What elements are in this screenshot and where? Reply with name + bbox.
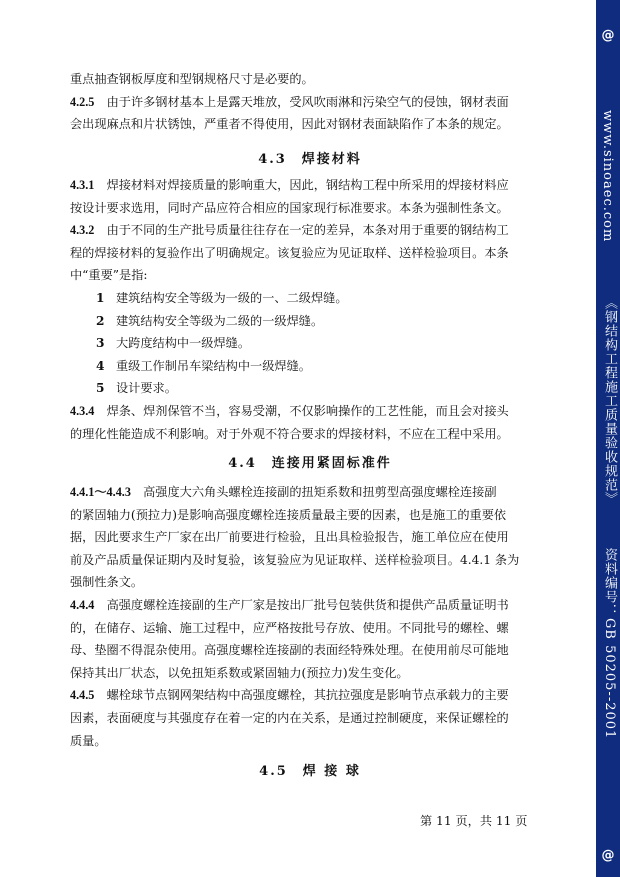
heading-4-5: 4.5 焊 接 球: [259, 764, 361, 779]
list-item: [70, 287, 509, 310]
list-item: [70, 377, 509, 400]
list-text: 重级工作制吊车梁结构中一级焊缝。: [116, 358, 311, 373]
list-item: [70, 355, 509, 378]
paragraph-line: 由于不同的生产批号质量往往存在一定的差异，本条对用于重要的钢结构工: [106, 223, 509, 238]
paragraph-line: 高强度大六角头螺栓连接副的扭矩系数和扭剪型高强度螺栓连接副: [143, 485, 497, 499]
list-number: 1: [96, 290, 105, 305]
paragraph-line: 强制性条文。: [70, 575, 144, 590]
sidebar-url: www.sinoaec.com: [600, 110, 615, 243]
section-4-3-2: [70, 219, 509, 242]
paragraph-line: 的理化性能造成不利影响。对于外观不符合要求的焊接材料，不应在工程中采用。: [70, 426, 509, 441]
paragraph-line: 高强度螺栓连接副的生产厂家是按出厂批号包装供货和提供产品质量证明书: [106, 597, 509, 612]
list-text: 大跨度结构中一级焊缝。: [116, 336, 251, 351]
section-4-4-1: [70, 481, 519, 504]
paragraph-line: 的，在储存、运输、施工过程中，应严格按批号存放、使用。不同批号的螺栓、螺: [70, 620, 509, 635]
heading-4-3: 4.3 焊接材料: [258, 152, 362, 167]
list-number: 5: [96, 381, 105, 396]
section-number: 4.3.1: [70, 178, 95, 192]
paragraph-line: 质量。: [70, 733, 107, 748]
section-number: 4.4.1～4.4.3: [70, 485, 131, 499]
document-sidebar: [596, 0, 620, 877]
at-icon-top: @: [601, 28, 615, 43]
paragraph-line: 的紧固轴力(预拉力)是影响高强度螺栓连接质量最主要的因素，也是施工的重要依: [70, 507, 507, 522]
paragraph-line: 焊接材料对焊接质量的影响重大，因此，钢结构工程中所采用的焊接材料应: [106, 178, 509, 192]
list-item: [70, 310, 509, 333]
list-text: 设计要求。: [116, 381, 177, 396]
sidebar-code: 资料编号：GB 50205--2001: [602, 548, 617, 740]
section-number: 4.3.4: [70, 403, 95, 418]
paragraph-line: 保持其出厂状态，以免扭矩系数或紧固轴力(预拉力)发生变化。: [70, 665, 409, 680]
section-4-3-4: [70, 400, 509, 423]
section-4-4-4: [70, 594, 519, 617]
page-footer: 第 11 页，共 11 页: [420, 814, 528, 828]
sidebar-title: 《钢结构工程施工质量验收规范》: [602, 296, 617, 506]
list-text: 建筑结构安全等级为一级的一、二级焊缝。: [116, 290, 348, 305]
paragraph-line: 按设计要求选用，同时产品应符合相应的国家现行标准要求。本条为强制性条文。: [70, 200, 509, 215]
list-item: [70, 332, 509, 355]
paragraph-line: 前及产品质量保证期内及时复验，该复验应为见证取样、送样检验项目。4.4.1 条为: [70, 552, 520, 567]
paragraph-line: 焊条、焊剂保管不当，容易受潮，不仅影响操作的工艺性能，而且会对接头: [106, 403, 509, 418]
list-number: 4: [96, 358, 105, 373]
section-4-4-5: [70, 684, 519, 707]
heading-4-4: 4.4 连接用紧固标准件: [228, 456, 392, 471]
paragraph-line: 中“重要”是指:: [70, 268, 148, 283]
section-4-3-1: [70, 174, 509, 197]
section-number: 4.4.5: [70, 688, 95, 703]
paragraph-line: 程的焊接材料的复验作出了明确规定。该复验应为见证取样、送样检验项目。本条: [70, 245, 509, 260]
list-number: 2: [96, 313, 105, 328]
section-4-2-5: [70, 91, 509, 114]
paragraph-line: 重点抽查钢板厚度和型钢规格尺寸是必要的。: [70, 72, 314, 86]
section-number: 4.4.4: [70, 597, 95, 612]
section-number: 4.2.5: [70, 94, 95, 109]
list-number: 3: [96, 336, 105, 351]
paragraph-line: 因素，表面硬度与其强度存在着一定的内在关系，是通过控制硬度，来保证螺栓的: [70, 710, 509, 725]
paragraph-line: 螺栓球节点钢网架结构中高强度螺栓，其抗拉强度是影响节点承载力的主要: [106, 688, 509, 703]
paragraph-line: 会出现麻点和片状锈蚀，严重者不得使用，因此对钢材表面缺陷作了本条的规定。: [70, 117, 509, 132]
section-number: 4.3.2: [70, 223, 95, 238]
paragraph-line: 据，因此要求生产厂家在出厂前要进行检验，且出具检验报告，施工单位应在使用: [70, 530, 509, 545]
at-icon-bottom: @: [601, 848, 615, 863]
paragraph-line: 由于许多钢材基本上是露天堆放，受风吹雨淋和污染空气的侵蚀，钢材表面: [106, 94, 509, 109]
paragraph-line: 母、垫圈不得混杂使用。高强度螺栓连接副的表面经特殊处理。在使用前尽可能地: [70, 643, 509, 658]
list-text: 建筑结构安全等级为二级的一级焊缝。: [116, 313, 324, 328]
